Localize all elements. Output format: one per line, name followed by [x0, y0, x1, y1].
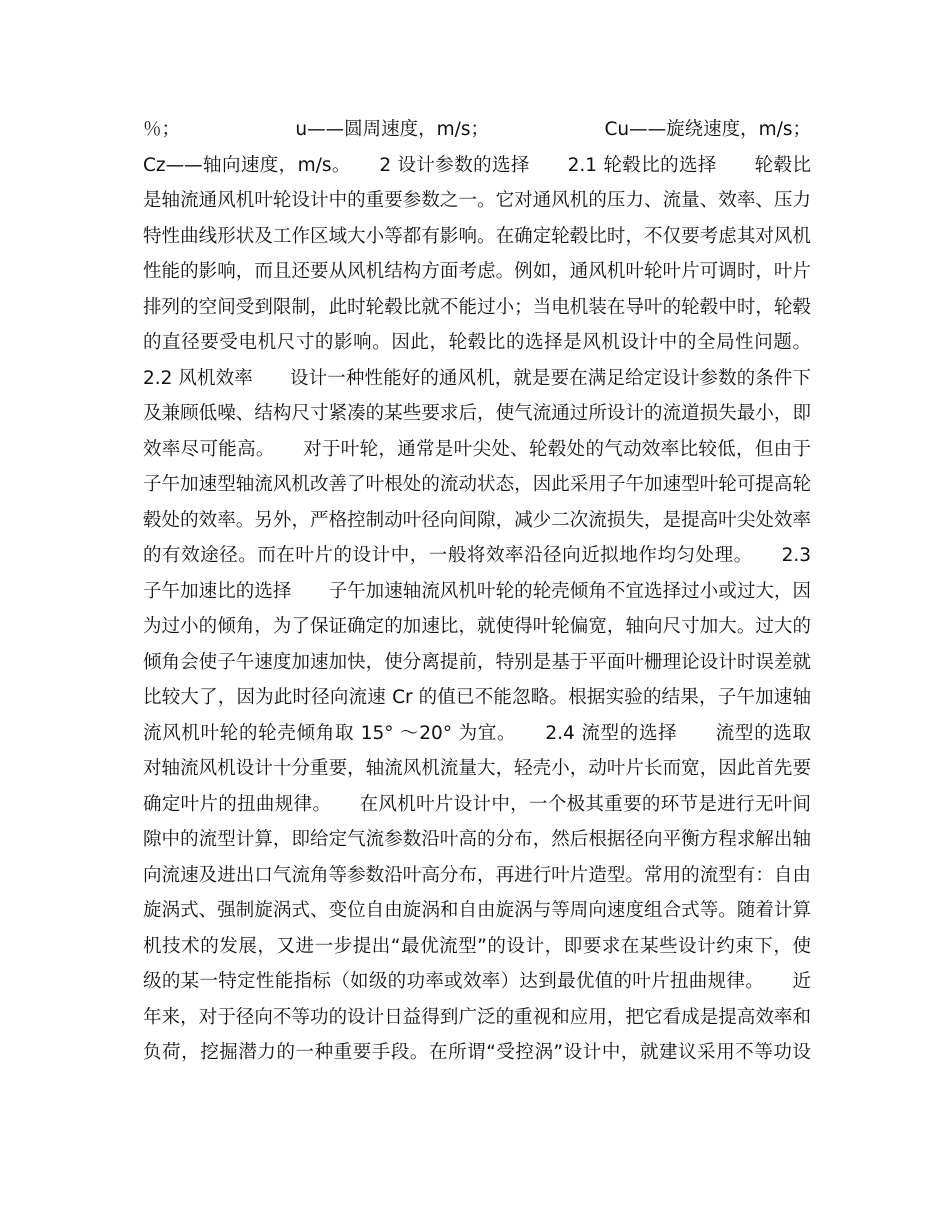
- document-page: [143, 112, 811, 1071]
- text-line: 的有效途径。而在叶片的设计中，一般将效率沿径向近拟地作均匀处理。 2.3: [143, 545, 811, 566]
- text-line-1: [143, 112, 811, 148]
- text-fragment: u——圆周速度，m/s；: [295, 119, 490, 140]
- text-line: 排列的空间受到限制，此时轮毂比就不能过小；当电机装在导叶的轮毂中时，轮毂: [143, 296, 811, 318]
- text-line: 倾角会使子午速度加速加快，使分离提前，特别是基于平面叶栅理论设计时误差就: [143, 651, 811, 673]
- text-line: 毂处的效率。另外，严格控制动叶径向间隙，减少二次流损失，是提高叶尖处效率: [143, 509, 811, 531]
- text-line: 2.2 风机效率 设计一种性能好的通风机，就是要在满足给定设计参数的条件下: [143, 367, 811, 389]
- text-line: 隙中的流型计算，即给定气流参数沿叶高的分布，然后根据径向平衡方程求解出轴: [143, 829, 811, 850]
- text-line: 的直径要受电机尺寸的影响。因此，轮毂比的选择是风机设计中的全局性问题。: [143, 332, 811, 353]
- text-line: 及兼顾低噪、结构尺寸紧凑的某些要求后，使气流通过所设计的流道损失最小，即: [143, 403, 811, 424]
- text-line: 向流速及进出口气流角等参数沿叶高分布，再进行叶片造型。常用的流型有：自由: [143, 864, 811, 886]
- text-line: 年来，对于径向不等功的设计日益得到广泛的重视和应用，把它看成是提高效率和: [143, 1006, 811, 1028]
- text-line: 子午加速型轴流风机改善了叶根处的流动状态，因此采用子午加速型叶轮可提高轮: [143, 474, 811, 495]
- text-fragment: Cu——旋绕速度，m/s；: [604, 119, 811, 140]
- text-line: Cz——轴向速度，m/s。 2 设计参数的选择 2.1 轮毂比的选择 轮毂比: [143, 154, 811, 176]
- text-line: 确定叶片的扭曲规律。 在风机叶片设计中，一个极其重要的环节是进行无叶间: [143, 793, 811, 815]
- text-line: 比较大了，因为此时径向流速 Cr 的值已不能忽略。根据实验的结果，子午加速轴: [143, 687, 811, 708]
- text-line: 特性曲线形状及工作区域大小等都有影响。在确定轮毂比时，不仅要考虑其对风机: [143, 225, 811, 247]
- text-line: 子午加速比的选择 子午加速轴流风机叶轮的轮壳倾角不宜选择过小或过大，因: [143, 580, 811, 602]
- text-line: 是轴流通风机叶轮设计中的重要参数之一。它对通风机的压力、流量、效率、压力: [143, 190, 811, 211]
- text-line: 性能的影响，而且还要从风机结构方面考虑。例如，通风机叶轮叶片可调时，叶片: [143, 261, 811, 282]
- text-line: 对轴流风机设计十分重要，轴流风机流量大，轻壳小，动叶片长而宽，因此首先要: [143, 758, 811, 779]
- text-line: 级的某一特定性能指标（如级的功率或效率）达到最优值的叶片扭曲规律。 近: [143, 971, 811, 992]
- text-line: 效率尽可能高。 对于叶轮，通常是叶尖处、轮毂处的气动效率比较低，但由于: [143, 438, 811, 460]
- text-line: 流风机叶轮的轮壳倾角取 15° ～20° 为宜。 2.4 流型的选择 流型的选取: [143, 722, 811, 744]
- text-line: 旋涡式、强制旋涡式、变位自由旋涡和自由旋涡与等周向速度组合式等。随着计算: [143, 900, 811, 921]
- text-line: 机技术的发展，又进一步提出“最优流型”的设计，即要求在某些设计约束下，使: [143, 935, 811, 957]
- text-line: 为过小的倾角，为了保证确定的加速比，就使得叶轮偏宽，轴向尺寸加大。过大的: [143, 616, 811, 637]
- text-line: 负荷，挖掘潜力的一种重要手段。在所谓“受控涡”设计中，就建议采用不等功设: [143, 1042, 811, 1063]
- text-fragment: ％；: [143, 119, 181, 140]
